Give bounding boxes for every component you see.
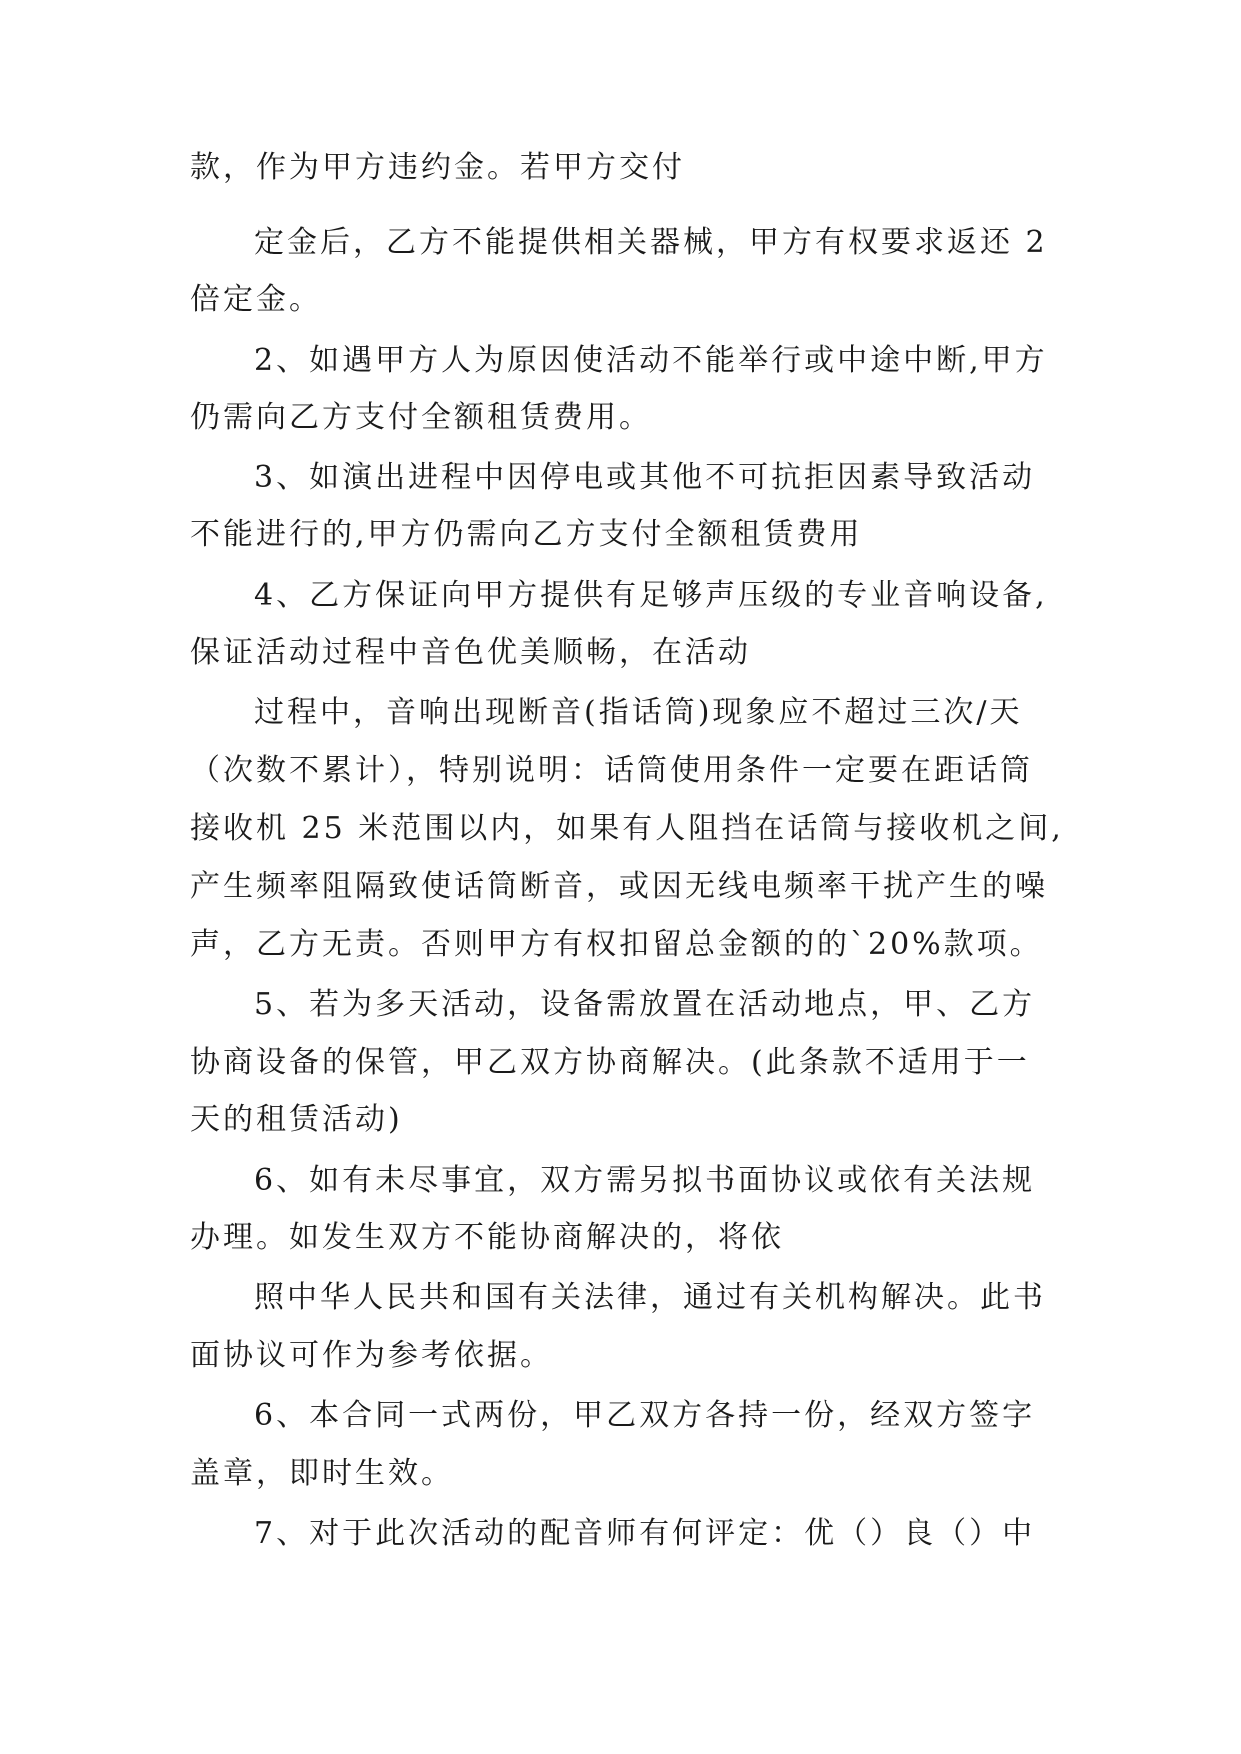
- text-line: 2、如遇甲方人为原因使活动不能举行或中途中断,甲方: [254, 343, 1048, 378]
- text-line: 6、本合同一式两份，甲乙双方各持一份，经双方签字: [254, 1398, 1036, 1433]
- text-line: 天的租赁活动): [190, 1102, 403, 1137]
- text-line: 5、若为多天活动，设备需放置在活动地点，甲、乙方: [254, 987, 1036, 1022]
- text-line: 仍需向乙方支付全额租赁费用。: [190, 400, 652, 435]
- text-line: 过程中，音响出现断音(指话筒)现象应不超过三次/天: [254, 695, 1023, 730]
- text-line: （次数不累计），特别说明：话筒使用条件一定要在距话筒: [190, 753, 1033, 788]
- text-line: 照中华人民共和国有关法律，通过有关机构解决。此书: [254, 1280, 1046, 1315]
- text-line: 面协议可作为参考依据。: [190, 1338, 553, 1373]
- text-line: 6、如有未尽事宜，双方需另拟书面协议或依有关法规: [254, 1163, 1036, 1198]
- text-line: 声，乙方无责。否则甲方有权扣留总金额的的`20%款项。: [190, 927, 1043, 962]
- text-line: 不能进行的,甲方仍需向乙方支付全额租赁费用: [190, 517, 863, 552]
- text-line: 产生频率阻隔致使话筒断音，或因无线电频率干扰产生的噪: [190, 869, 1048, 904]
- text-line: 保证活动过程中音色优美顺畅，在活动: [190, 635, 751, 670]
- text-line: 4、乙方保证向甲方提供有足够声压级的专业音响设备,: [254, 578, 1048, 613]
- text-line: 倍定金。: [190, 282, 322, 317]
- text-line: 盖章，即时生效。: [190, 1456, 454, 1491]
- text-line: 7、对于此次活动的配音师有何评定：优（）良（）中: [254, 1516, 1036, 1551]
- text-line: 款，作为甲方违约金。若甲方交付: [190, 150, 685, 185]
- text-line: 协商设备的保管，甲乙双方协商解决。(此条款不适用于一: [190, 1045, 1030, 1080]
- text-line: 办理。如发生双方不能协商解决的，将依: [190, 1220, 784, 1255]
- text-line: 接收机 25 米范围以内，如果有人阻挡在话筒与接收机之间,: [190, 811, 1064, 846]
- text-line: 3、如演出进程中因停电或其他不可抗拒因素导致活动: [254, 460, 1036, 495]
- text-line: 定金后，乙方不能提供相关器械，甲方有权要求返还 2: [254, 225, 1048, 260]
